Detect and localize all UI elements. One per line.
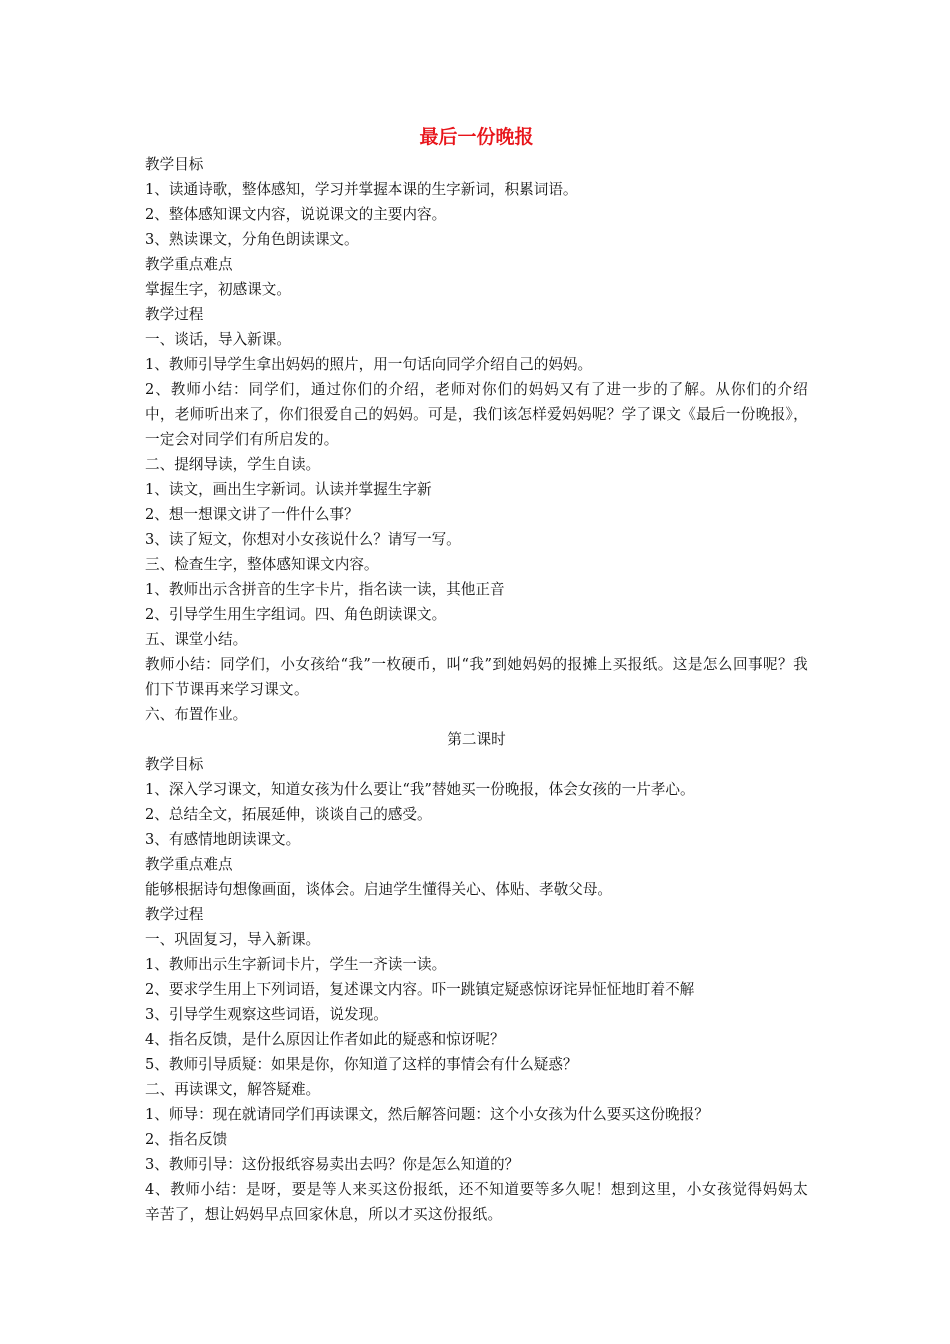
section-heading: 第二课时 bbox=[447, 731, 506, 748]
text-line: 教学过程 bbox=[145, 906, 204, 923]
text-line: 1、师导：现在就请同学们再读课文，然后解答问题：这个小女孩为什么要买这份晚报？ bbox=[145, 1106, 709, 1123]
text-line: 1、读文，画出生字新词。认读并掌握生字新 bbox=[145, 481, 432, 498]
text-line: 1、教师出示含拼音的生字卡片，指名读一读，其他正音 bbox=[145, 581, 505, 598]
text-line: 教学目标 bbox=[145, 156, 204, 173]
text-line: 1、读通诗歌，整体感知，学习并掌握本课的生字新词，积累词语。 bbox=[145, 181, 578, 198]
text-line: 六、布置作业。 bbox=[145, 706, 248, 723]
text-line: 2、要求学生用上下列词语，复述课文内容。吓一跳镇定疑惑惊讶诧异怔怔地盯着不解 bbox=[145, 981, 695, 998]
document-page bbox=[145, 122, 808, 1227]
text-line: 3、熟读课文，分角色朗读课文。 bbox=[145, 231, 359, 248]
document-title: 最后一份晚报 bbox=[419, 126, 534, 148]
paragraph: 4、教师小结：是呀，要是等人来买这份报纸，还不知道要等多久呢！想到这里，小女孩觉得妈妈太辛苦了，想让妈妈早点回家休息，所以才买这份报纸。 bbox=[145, 1181, 808, 1223]
text-line: 教学过程 bbox=[145, 306, 204, 323]
text-line: 教学重点难点 bbox=[145, 856, 233, 873]
text-line: 1、深入学习课文，知道女孩为什么要让“我”替她买一份晚报，体会女孩的一片孝心。 bbox=[145, 781, 695, 798]
text-line: 1、教师引导学生拿出妈妈的照片，用一句话向同学介绍自己的妈妈。 bbox=[145, 356, 593, 373]
text-line: 4、指名反馈，是什么原因让作者如此的疑惑和惊讶呢？ bbox=[145, 1031, 505, 1048]
text-line: 3、教师引导：这份报纸容易卖出去吗？你是怎么知道的？ bbox=[145, 1156, 520, 1173]
text-line: 二、提纲导读，学生自读。 bbox=[145, 456, 321, 473]
text-line: 2、引导学生用生字组词。四、角色朗读课文。 bbox=[145, 606, 447, 623]
text-line: 3、有感情地朗读课文。 bbox=[145, 831, 301, 848]
text-line: 一、谈话，导入新课。 bbox=[145, 331, 291, 348]
text-line: 5、教师引导质疑：如果是你，你知道了这样的事情会有什么疑惑？ bbox=[145, 1056, 578, 1073]
text-line: 3、读了短文，你想对小女孩说什么？请写一写。 bbox=[145, 531, 461, 548]
paragraph: 2、教师小结：同学们，通过你们的介绍，老师对你们的妈妈又有了进一步的了解。从你们的介绍中，老师听出来了，你们很爱自己的妈妈。可是，我们该怎样爱妈妈呢？学了课文《最后一份晚报》，一定会对同学们有所启发的。 bbox=[145, 381, 808, 448]
text-line: 三、检查生字，整体感知课文内容。 bbox=[145, 556, 379, 573]
text-line: 教学重点难点 bbox=[145, 256, 233, 273]
text-line: 一、巩固复习，导入新课。 bbox=[145, 931, 321, 948]
text-line: 2、指名反馈 bbox=[145, 1131, 228, 1148]
text-line: 掌握生字，初感课文。 bbox=[145, 281, 291, 298]
paragraph: 教师小结：同学们，小女孩给“我”一枚硬币，叫“我”到她妈妈的报摊上买报纸。这是怎么回事呢？我们下节课再来学习课文。 bbox=[145, 656, 808, 698]
text-line: 2、整体感知课文内容，说说课文的主要内容。 bbox=[145, 206, 447, 223]
text-line: 2、总结全文，拓展延伸，谈谈自己的感受。 bbox=[145, 806, 432, 823]
text-line: 五、课堂小结。 bbox=[145, 631, 248, 648]
text-line: 能够根据诗句想像画面，谈体会。启迪学生懂得关心、体贴、孝敬父母。 bbox=[145, 881, 613, 898]
text-line: 2、想一想课文讲了一件什么事？ bbox=[145, 506, 359, 523]
text-line: 3、引导学生观察这些词语，说发现。 bbox=[145, 1006, 388, 1023]
text-line: 1、教师出示生字新词卡片，学生一齐读一读。 bbox=[145, 956, 447, 973]
text-line: 二、再读课文，解答疑难。 bbox=[145, 1081, 321, 1098]
text-line: 教学目标 bbox=[145, 756, 204, 773]
